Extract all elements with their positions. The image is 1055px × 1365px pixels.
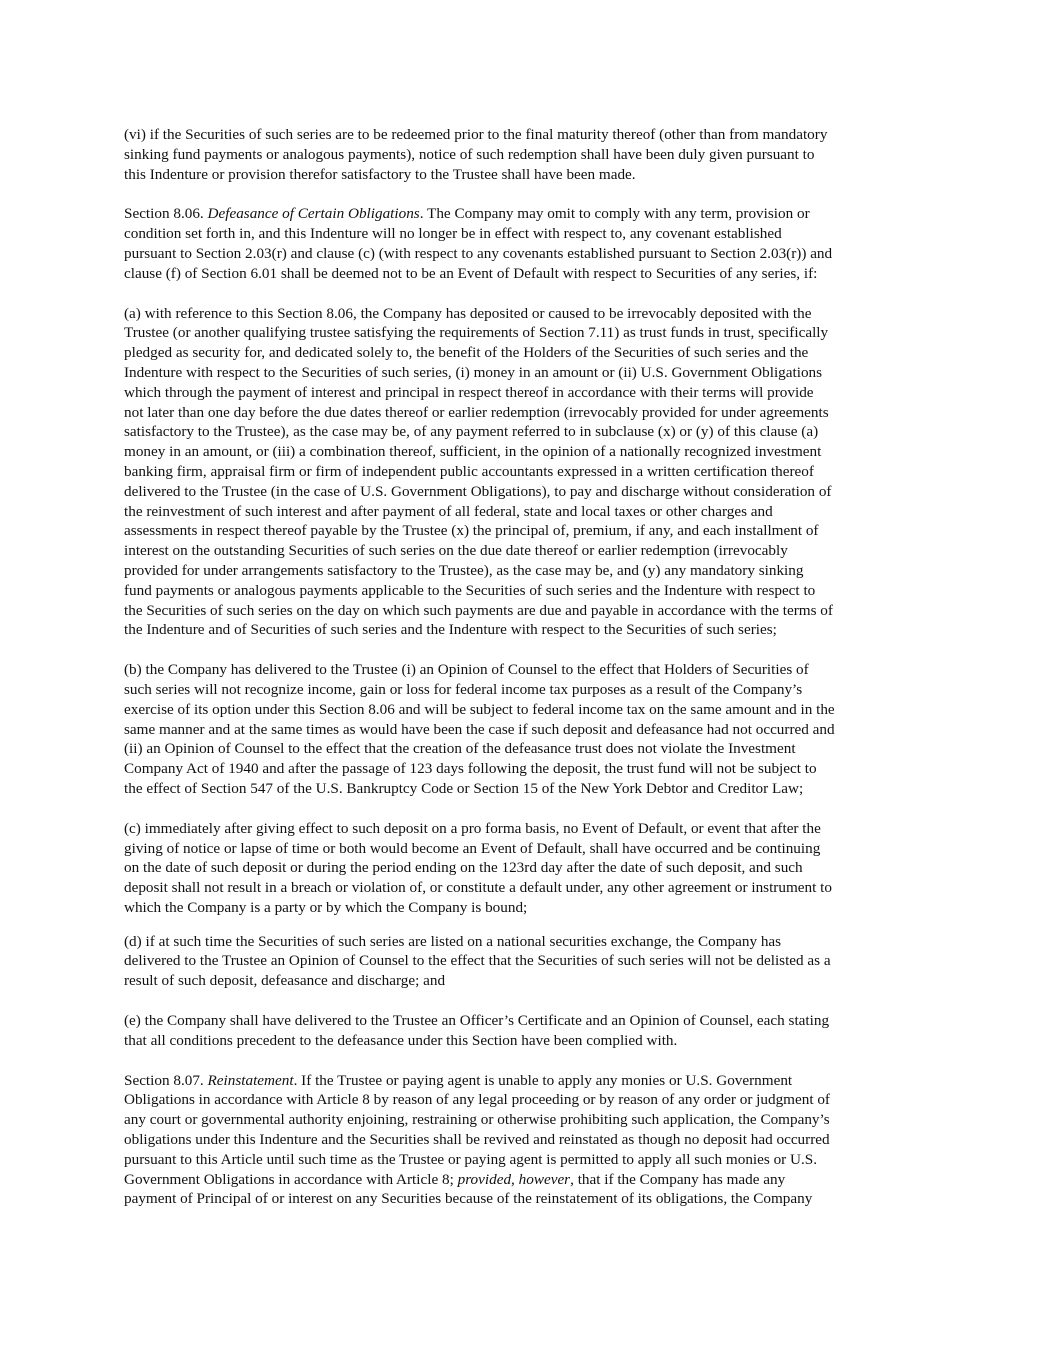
- section-8-07-title: Reinstatement: [207, 1071, 294, 1089]
- clause-b: (b) the Company has delivered to the Trustee (i) an Opinion of Counsel to the effect that Holders of Securities of such series will not recognize income, gain or loss for federal income tax purposes as a result of the Company’s exercise of its option under this Section 8.06 and will be subject to federal income tax on the same amount and in the same manner and at the same times as would have been the case if such deposit and defeasance had not occurred and (ii) an Opinion of Counsel to the effect that the creation of the defeasance trust does not violate the Investment Company Act of 1940 and after the passage of 123 days following the deposit, the trust fund will not be subject to the effect of Section 547 of the U.S. Bankruptcy Code or Section 15 of the New York Debtor and Creditor Law;: [124, 661, 835, 797]
- section-8-06-title: Defeasance of Certain Obligations: [207, 205, 420, 223]
- provided-term: provided: [457, 1170, 512, 1188]
- clause-e: (e) the Company shall have delivered to the Trustee an Officer’s Certificate and an Opinion of Counsel, each stating that all conditions precedent to the defeasance under this Section have been complied with.: [124, 1012, 830, 1049]
- clause-c: (c) immediately after giving effect to such deposit on a pro forma basis, no Event of Default, or event that after the giving of notice or lapse of time or both would become an Event of Default, shall have occurred and be continuing on the date of such deposit or during the period ending on the 123rd day after the date of such deposit, and such deposit shall not result in a breach or violation of, or constitute a default under, any other agreement or instrument to which the Company is a party or by which the Company is bound;: [124, 819, 832, 916]
- section-8-06-body: . The Company may omit to comply with any term, provision or condition set forth in, and this Indenture will no longer be in effect with respect to, any covenant established pursuant to Section 2.03(r) and clause (c) (with respect to any covenants established pursuant to Section 2.03(r)) and clause (f) of Section 6.01 shall be deemed not to be an Event of Default with respect to Securities of any series, if:: [124, 205, 833, 282]
- section-8-07-body-part1: . If the Trustee or paying agent is unable to apply any monies or U.S. Government Obligations in accordance with Article 8 by reason of any legal proceeding or by reason of any order or judgment of any court or governmental authority enjoining, restraining or otherwise prohibiting such application, the Company’s obligations under this Indenture and the Securities shall be revived and reinstated as though no deposit had occurred pursuant to this Article until such time as the Trustee or paying agent is permitted to apply all such monies or U.S. Government Obligations in accordance with Article 8;: [124, 1071, 830, 1188]
- document-page: [124, 125, 936, 1209]
- section-8-07-paragraph: [124, 1071, 936, 1210]
- section-8-06-heading: Section 8.06.: [124, 205, 208, 223]
- clause-a: (a) with reference to this Section 8.06, the Company has deposited or caused to be irrevocably deposited with the Trustee (or another qualifying trustee satisfying the requirements of Section 7.11) as trust funds in trust, specifically pledged as security for, and dedicated solely to, the benefit of the Holders of the Securities of such series and the Indenture with respect to the Securities of such series, (i) money in an amount or (ii) U.S. Government Obligations which through the payment of interest and principal in respect thereof in accordance with their terms will provide not later than one day before the due dates thereof or earlier redemption (irrevocably provided for under agreements satisfactory to the Trustee), as the case may be, of any payment referred to in subclause (x) or (y) of this clause (a) money in an amount, or (iii) a combination thereof, sufficient, in the opinion of a nationally recognized investment banking firm, appraisal firm or firm of independent public accountants expressed in a written certification thereof delivered to the Trustee (in the case of U.S. Government Obligations), to pay and discharge without consideration of the reinvestment of such interest and after payment of all federal, state and local taxes or other charges and assessments in respect thereof payable by the Trustee (x) the principal of, premium, if any, and each installment of interest on the outstanding Securities of such series on the due date thereof or earlier redemption (irrevocably provided for under arrangements satisfactory to the Trustee), as the case may be, and (y) any mandatory sinking fund payments or analogous payments applicable to the Securities of such series and the Indenture with respect to the Securities of such series on the day on which such payments are due and payable in accordance with the terms of the Indenture and of Securities of such series and the Indenture with respect to the Securities of such series;: [124, 304, 833, 639]
- section-8-07-heading: Section 8.07.: [124, 1071, 208, 1089]
- section-8-06-paragraph: [124, 204, 936, 283]
- clause-d: (d) if at such time the Securities of such series are listed on a national securities exchange, the Company has delivered to the Trustee an Opinion of Counsel to the effect that the Securities of such series will not be delisted as a result of such deposit, defeasance and discharge; and: [124, 932, 831, 990]
- comma-separator: ,: [511, 1170, 519, 1188]
- section-8-07-body-part2: , that if the Company has made any payment of Principal of or interest on any Securities because of the reinstatement of its obligations, the Company: [124, 1170, 813, 1208]
- paragraph-vi: (vi) if the Securities of such series are to be redeemed prior to the final maturity thereof (other than from mandatory sinking fund payments or analogous payments), notice of such redemption shall have been duly given pursuant to this Indenture or provision therefor satisfactory to the Trustee shall have been made.: [124, 126, 828, 183]
- however-term: however: [518, 1170, 571, 1188]
